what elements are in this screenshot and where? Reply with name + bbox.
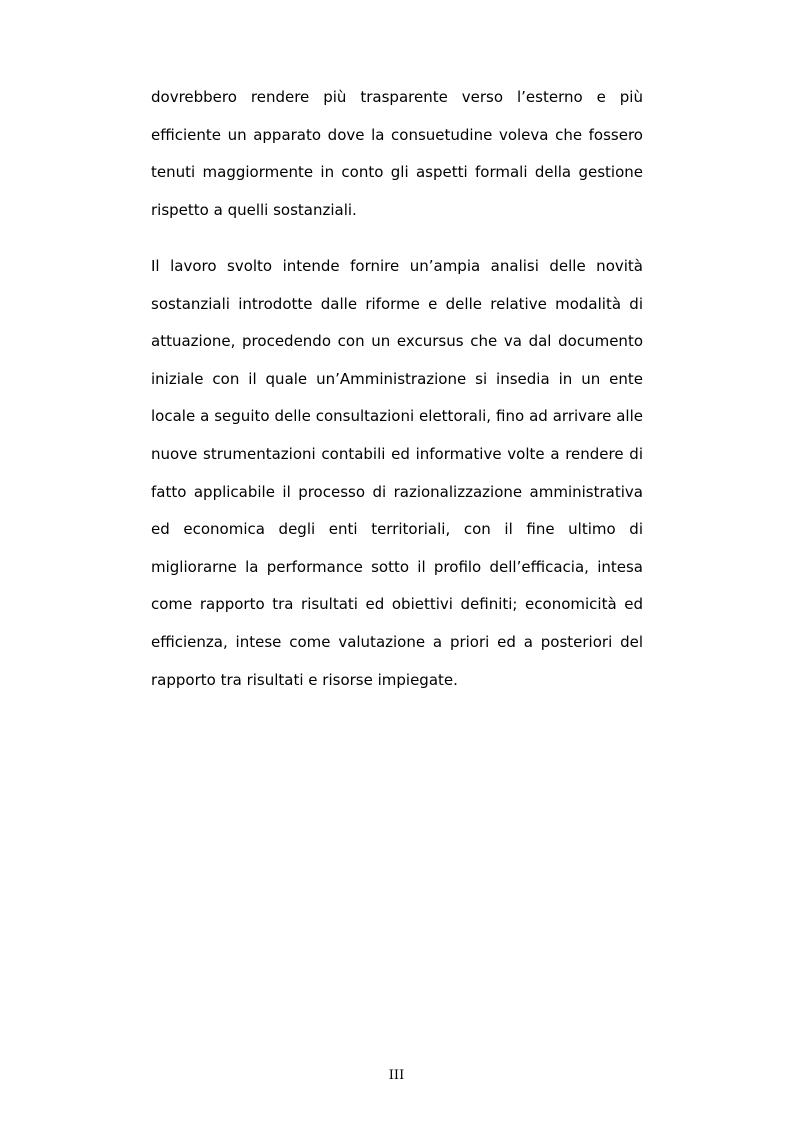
body-paragraph-2: Il lavoro svolto intende fornire un’ampia analisi delle novità sostanziali introdotte dalle riforme e delle relative modalità di attuazione, procedendo con un excursus che va dal documento iniziale con il quale un’Amministrazione si insedia in un ente locale a seguito delle consultazioni elettorali, fino ad arrivare alle nuove strumentazioni contabili ed informative volte a rendere di fatto applicabile il processo di razionalizzazione amministrativa ed economica degli enti territoriali, con il fine ultimo di migliorarne la performance sotto il profilo dell’efficacia, intesa come rapporto tra risultati ed obiettivi definiti; economicità ed efficienza, intese come valutazione a priori ed a posteriori del rapporto tra risultati e risorse impiegate. (151, 257, 643, 689)
body-paragraph-1: dovrebbero rendere più trasparente verso l’esterno e più efficiente un apparato dove la consuetudine voleva che fossero tenuti maggiormente in conto gli aspetti formali della gestione rispetto a quelli sostanziali. (151, 88, 643, 219)
page-number: III (388, 1068, 405, 1083)
